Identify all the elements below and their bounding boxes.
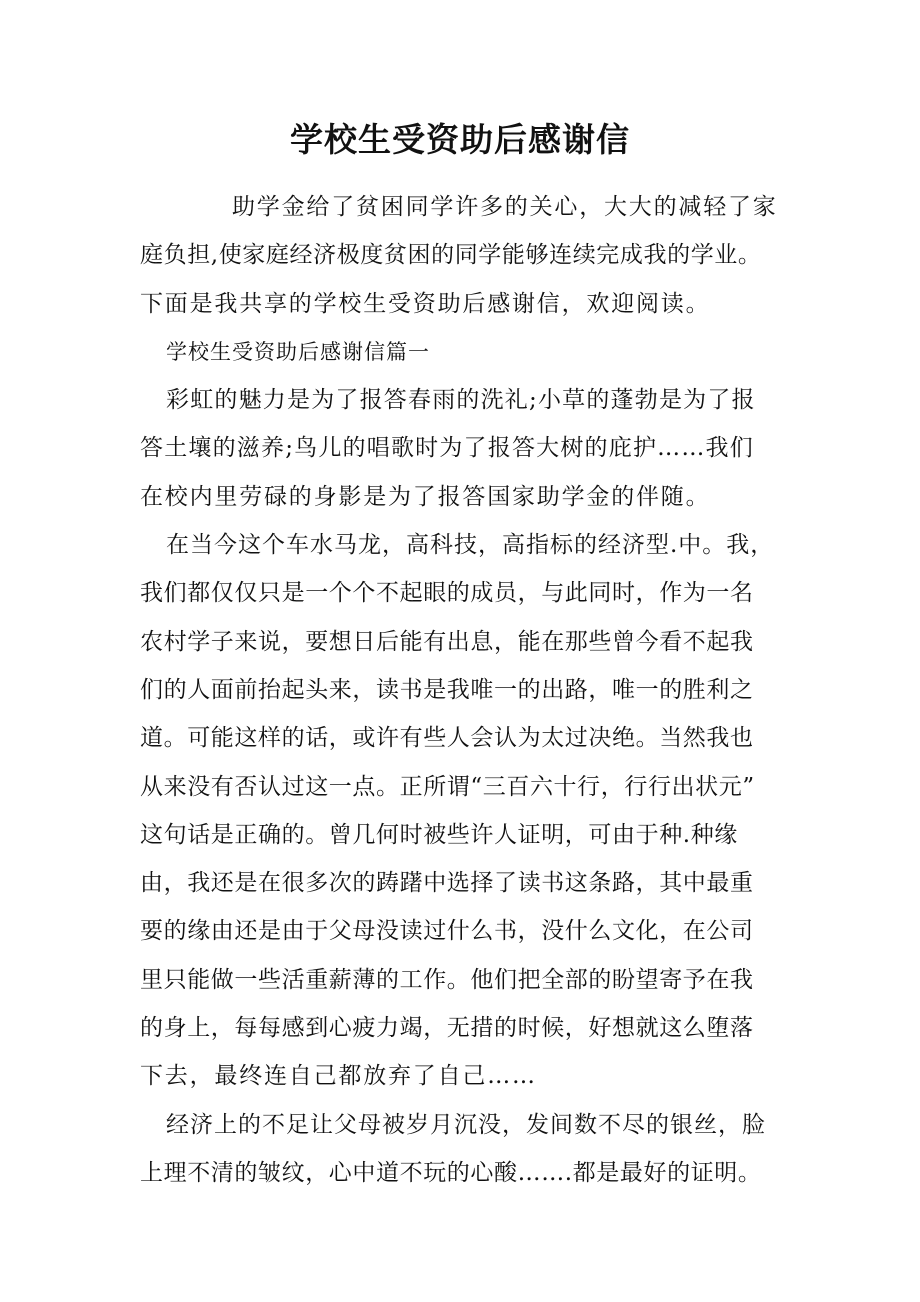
paragraph-line: 上理不清的皱纹，心中道不玩的心酸…….都是最好的证明。 [140,1159,762,1186]
paragraph-line: 由，我还是在很多次的踌躇中选择了读书这条路，其中最重 [140,870,754,897]
paragraph-line: 里只能做一些活重薪薄的工作。他们把全部的盼望寄予在我 [140,966,754,993]
paragraph-line: 下去，最终连自己都放弃了自己…… [140,1063,537,1090]
intro-line-2: 庭负担,使家庭经济极度贫困的同学能够连续完成我的学业。 [140,242,762,269]
intro-line-3: 下面是我共享的学校生受资助后感谢信，欢迎阅读。 [140,290,711,317]
paragraph-line: 在当今这个车水马龙，高科技，高指标的经济型.中。我， [166,532,775,559]
paragraph-line: 从来没有否认过这一点。正所谓“三百六十行，行行出状元” [140,773,755,800]
paragraph-line: 要的缘由还是由于父母没读过什么书，没什么文化，在公司 [140,918,754,945]
document-body [140,183,788,1197]
intro-line-1: 助学金给了贫困同学许多的关心，大大的减轻了家 [232,194,778,220]
paragraph-line: 答土壤的滋养;鸟儿的唱歌时为了报答大树的庇护……我们 [140,435,754,462]
paragraph-line: 道。可能这样的话，或许有些人会认为太过决绝。当然我也 [140,725,754,752]
section-heading: 学校生受资助后感谢信篇一 [166,339,430,364]
paragraph-line: 们的人面前抬起头来，读书是我唯一的出路，唯一的胜利之 [140,676,754,703]
paragraph-line: 这句话是正确的。曾几何时被些许人证明，可由于种.种缘 [140,821,738,848]
document-title: 学校生受资助后感谢信 [290,120,630,159]
paragraph-line: 经济上的不足让父母被岁月沉没，发间数不尽的银丝，脸 [166,1111,766,1138]
paragraph-line: 农村学子来说，要想日后能有出息，能在那些曾今看不起我 [140,628,754,655]
paragraph-line: 我们都仅仅只是一个个不起眼的成员，与此同时，作为一名 [140,580,754,607]
paragraph-line: 彩虹的魅力是为了报答春雨的洗礼;小草的蓬勃是为了报 [166,387,756,414]
paragraph-line: 的身上，每每感到心疲力竭，无措的时候，好想就这么堕落 [140,1015,754,1042]
paragraph-line: 在校内里劳碌的身影是为了报答国家助学金的伴随。 [140,483,711,510]
